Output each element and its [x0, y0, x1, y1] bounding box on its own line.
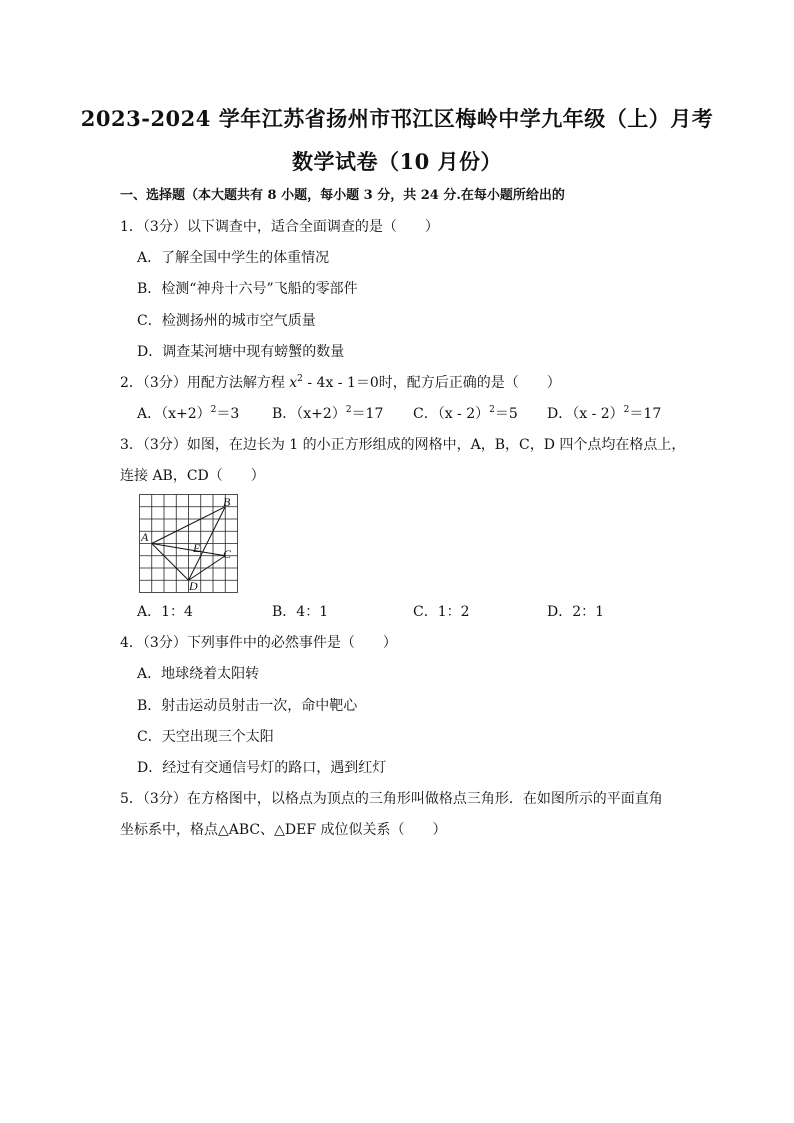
- section-heading: 一、选择题（本大题共有 8 小题，每小题 3 分，共 24 分.在每小题所给出的: [120, 188, 565, 203]
- q3-option-b: B．4：1: [272, 604, 329, 620]
- label-e: E: [193, 541, 201, 555]
- label-a: A: [141, 530, 149, 544]
- exam-title-line2: 数学试卷（10 月份）: [291, 149, 503, 174]
- q2-option-c: [413, 405, 518, 423]
- q5-stem-2: 坐标系中，格点△ABC、△DEF 成位似关系（ ）: [120, 822, 447, 838]
- q4-stem: 4．（3分）下列事件中的必然事件是（ ）: [120, 635, 397, 651]
- q2-option-a-exp: 2: [210, 405, 217, 415]
- q4-option-c: C．天空出现三个太阳: [137, 729, 274, 745]
- q2-option-d-exp: 2: [623, 405, 630, 415]
- q1-option-a: A．了解全国中学生的体重情况: [137, 250, 330, 266]
- q2-option-d: [547, 405, 661, 423]
- q2-stem-post: - 4x - 1＝0时，配方后正确的是（ ）: [302, 375, 561, 391]
- q1-option-d: D．调查某河塘中现有螃蟹的数量: [137, 344, 345, 360]
- q2-stem-exp: 2: [297, 374, 303, 384]
- q2-option-c-text: C．（x - 2）: [413, 406, 490, 422]
- q2-option-a-rhs: ＝3: [216, 406, 240, 422]
- q2-stem: [120, 374, 561, 392]
- q2-option-d-text: D．（x - 2）: [547, 406, 624, 422]
- q2-option-c-rhs: ＝5: [494, 406, 518, 422]
- q3-stem: 3．（3分）如图，在边长为 1 的小正方形组成的网格中，A，B，C，D 四个点均在格点上，: [120, 437, 686, 453]
- q2-option-b: [272, 405, 383, 423]
- q2-stem-pre: 2．（3分）用配方法解方程: [120, 375, 290, 391]
- q4-option-d: D．经过有交通信号灯的路口，遇到红灯: [137, 760, 387, 776]
- q1-option-b: B．检测“神舟十六号”飞船的零部件: [137, 281, 358, 297]
- q2-option-d-rhs: ＝17: [629, 406, 662, 422]
- q3-option-d: D．2：1: [547, 604, 605, 620]
- q1-stem: 1．（3分）以下调查中，适合全面调查的是（ ）: [120, 219, 439, 235]
- q2-option-b-text: B．（x+2）: [272, 406, 346, 422]
- q2-stem-var: x: [289, 375, 298, 391]
- q4-option-b: B．射击运动员射击一次，命中靶心: [137, 698, 358, 714]
- label-d: D: [189, 579, 198, 593]
- q5-stem: 5．（3分）在方格图中，以格点为顶点的三角形叫做格点三角形．在如图所示的平面直角: [120, 791, 663, 807]
- q2-option-a: [137, 405, 239, 423]
- label-b: B: [223, 495, 231, 509]
- q3-grid-figure: [139, 494, 241, 596]
- q4-option-a: A．地球绕着太阳转: [137, 666, 260, 682]
- q2-option-c-exp: 2: [489, 405, 495, 415]
- q3-option-c: C．1：2: [413, 604, 470, 620]
- q1-option-c: C．检测扬州的城市空气质量: [137, 313, 316, 329]
- label-c: C: [223, 547, 232, 561]
- q2-option-a-text: A．（x+2）: [137, 406, 211, 422]
- q2-options-row: [137, 405, 697, 423]
- q2-option-b-exp: 2: [345, 405, 352, 415]
- q3-stem-2: 连接 AB，CD（ ）: [120, 468, 265, 484]
- q3-option-a: A．1：4: [137, 604, 193, 620]
- q2-option-b-rhs: ＝17: [351, 406, 384, 422]
- exam-title-line1: 2023-2024 学年江苏省扬州市邗江区梅岭中学九年级（上）月考: [80, 106, 714, 131]
- q3-options-row: [137, 603, 697, 621]
